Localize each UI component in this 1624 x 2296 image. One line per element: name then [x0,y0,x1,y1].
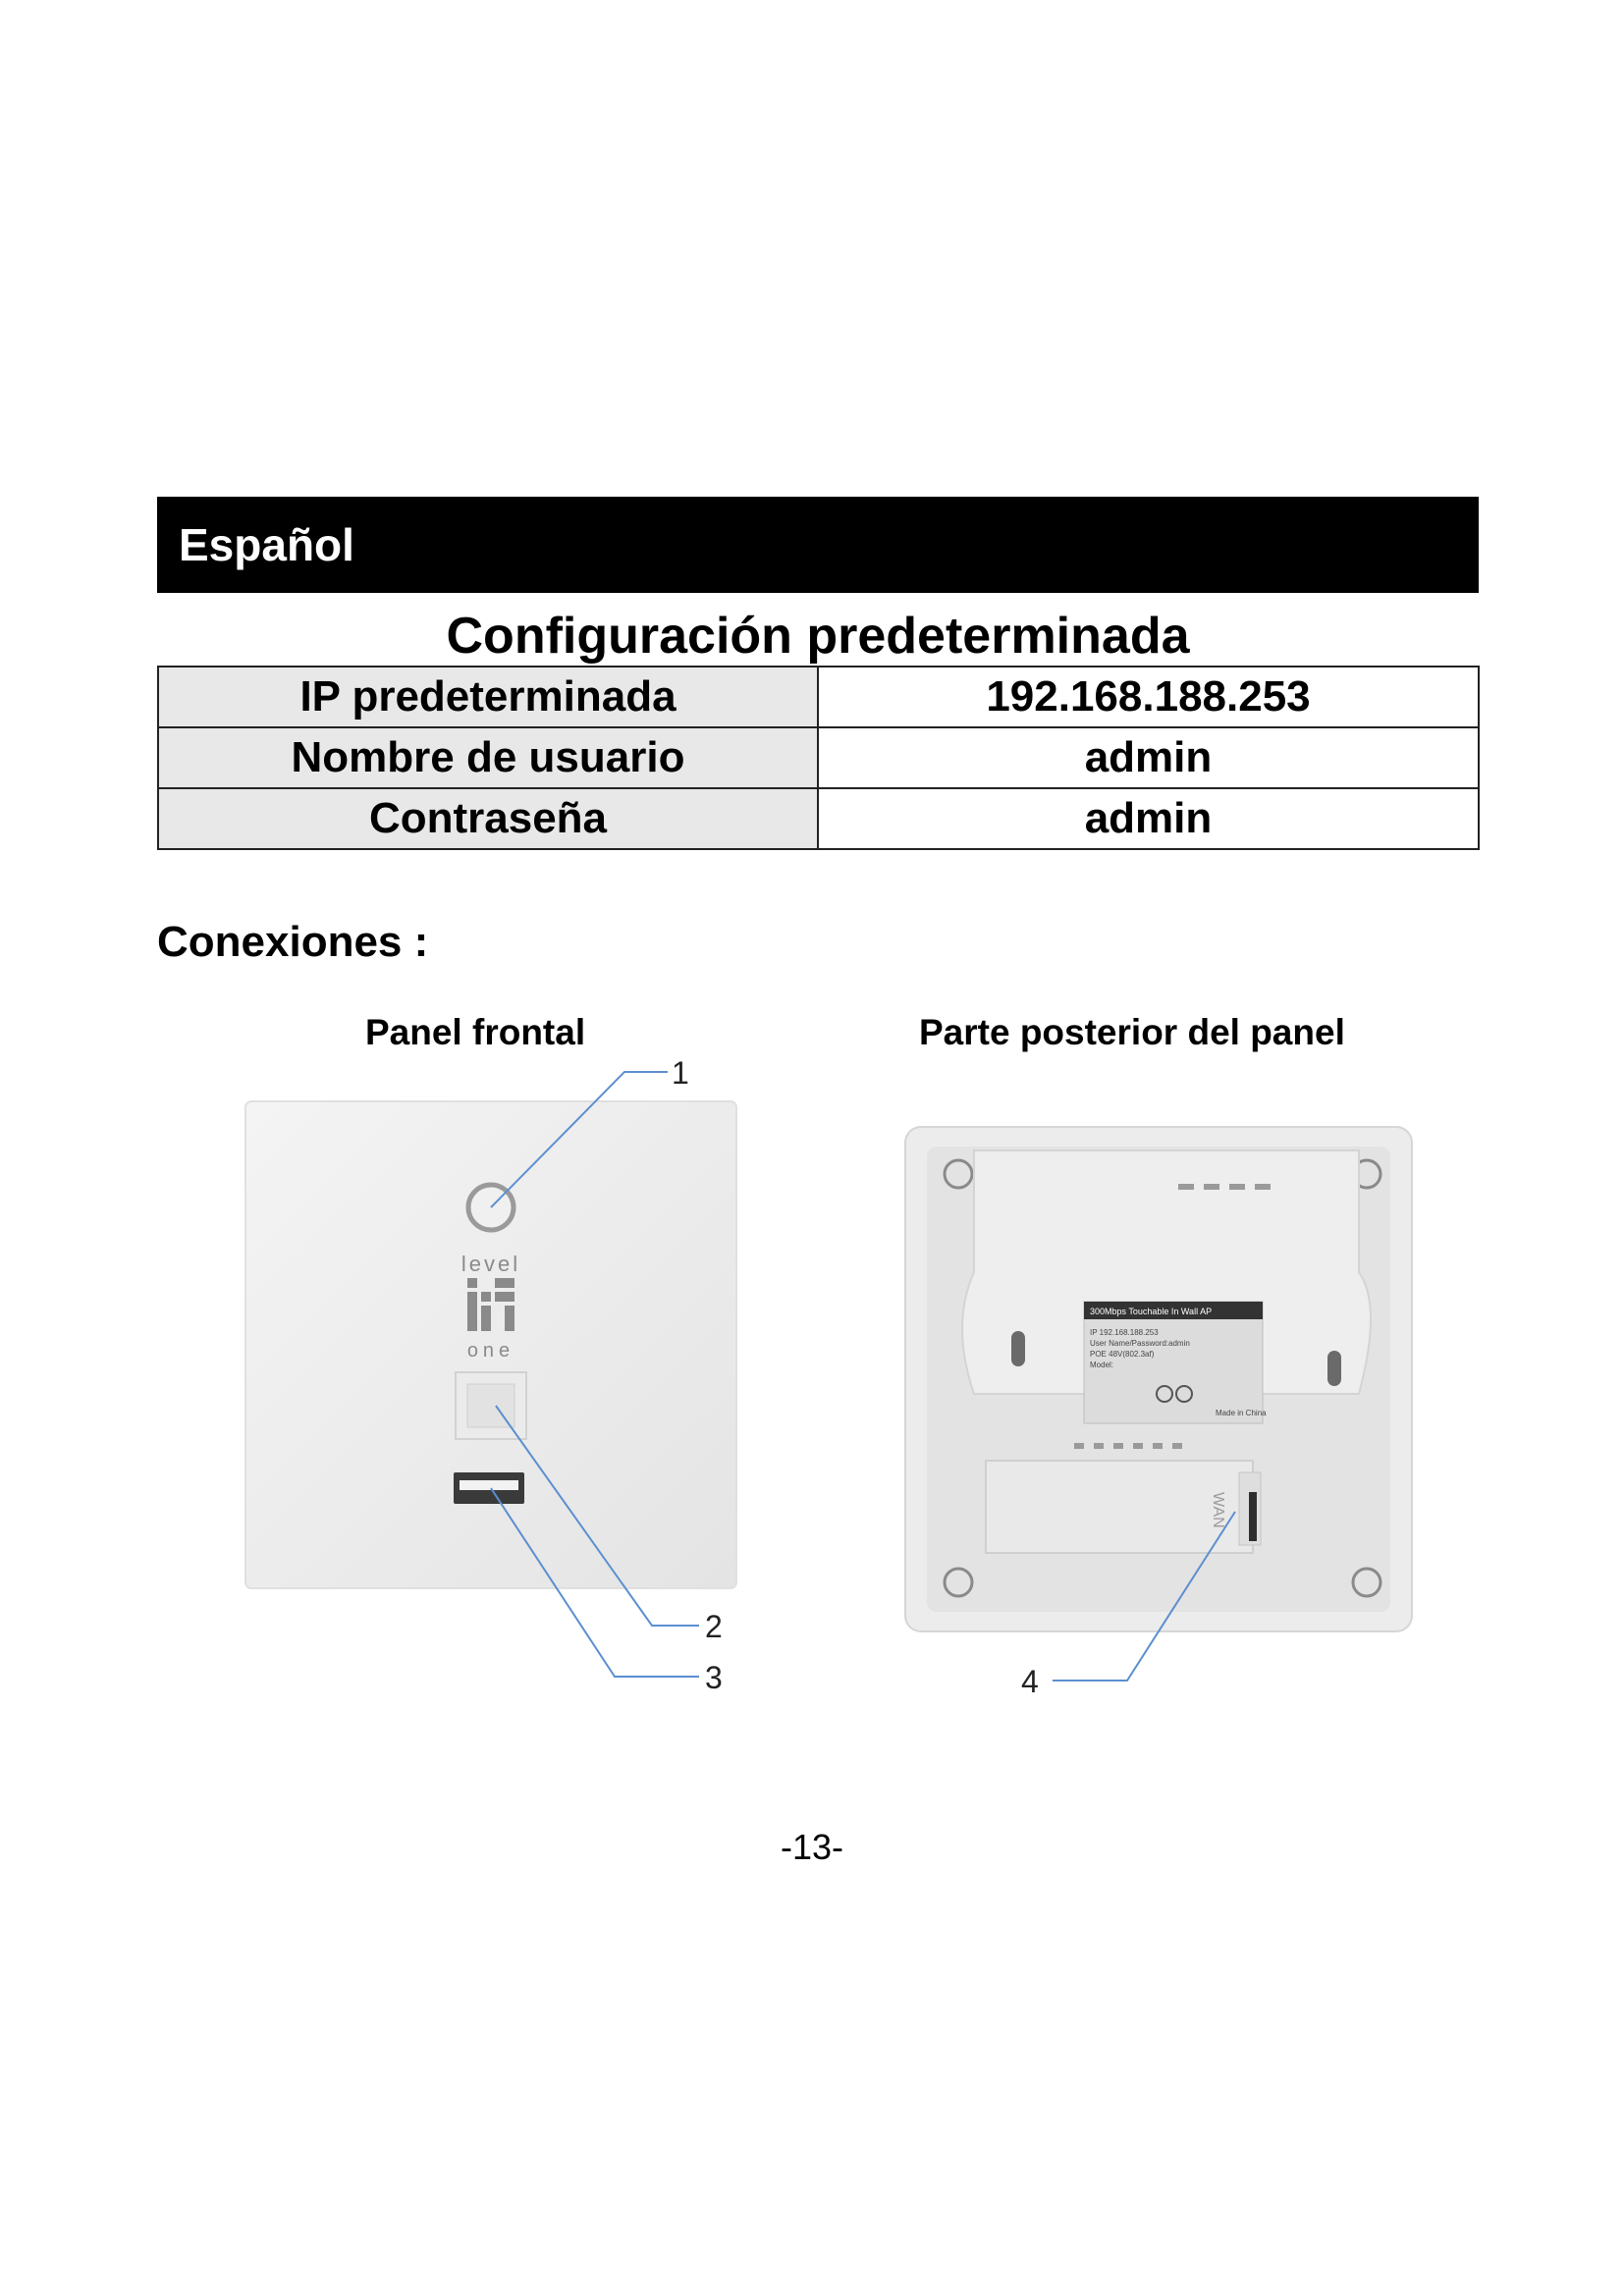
front-panel-caption: Panel frontal [365,1012,586,1052]
connections-heading: Conexiones : [157,918,429,966]
label-line: Model: [1090,1361,1114,1369]
wan-port-module [986,1461,1261,1553]
setting-value: 192.168.188.253 [818,667,1479,727]
label-line: POE 48V(802.3af) [1090,1350,1155,1359]
brand-logo-top: level [460,1252,521,1276]
callout-2: 2 [705,1609,723,1644]
wan-port-label: WAN [1210,1492,1226,1528]
brand-logo-bottom: one [466,1340,515,1362]
ethernet-port-icon [456,1372,526,1439]
front-panel-image [245,1055,736,1695]
callout-3: 3 [705,1660,723,1695]
section-title: Configuración predeterminada [446,608,1190,665]
page-number: -13- [780,1827,844,1867]
setting-label: Contraseña [158,788,818,849]
label-line: User Name/Password:admin [1090,1339,1190,1348]
label-line: IP 192.168.188.253 [1090,1328,1159,1337]
back-panel-image [905,1127,1412,1699]
setting-label: Nombre de usuario [158,727,818,788]
back-panel-caption: Parte posterior del panel [919,1012,1345,1052]
product-label [1084,1302,1267,1423]
setting-value: admin [818,727,1479,788]
setting-label: IP predeterminada [158,667,818,727]
setting-value: admin [818,788,1479,849]
language-label: Español [179,519,354,570]
usb-port-icon [454,1472,524,1504]
label-title: 300Mbps Touchable In Wall AP [1090,1307,1213,1316]
label-made-in: Made in China [1216,1409,1267,1417]
callout-1: 1 [672,1055,689,1091]
callout-4: 4 [1021,1664,1039,1699]
